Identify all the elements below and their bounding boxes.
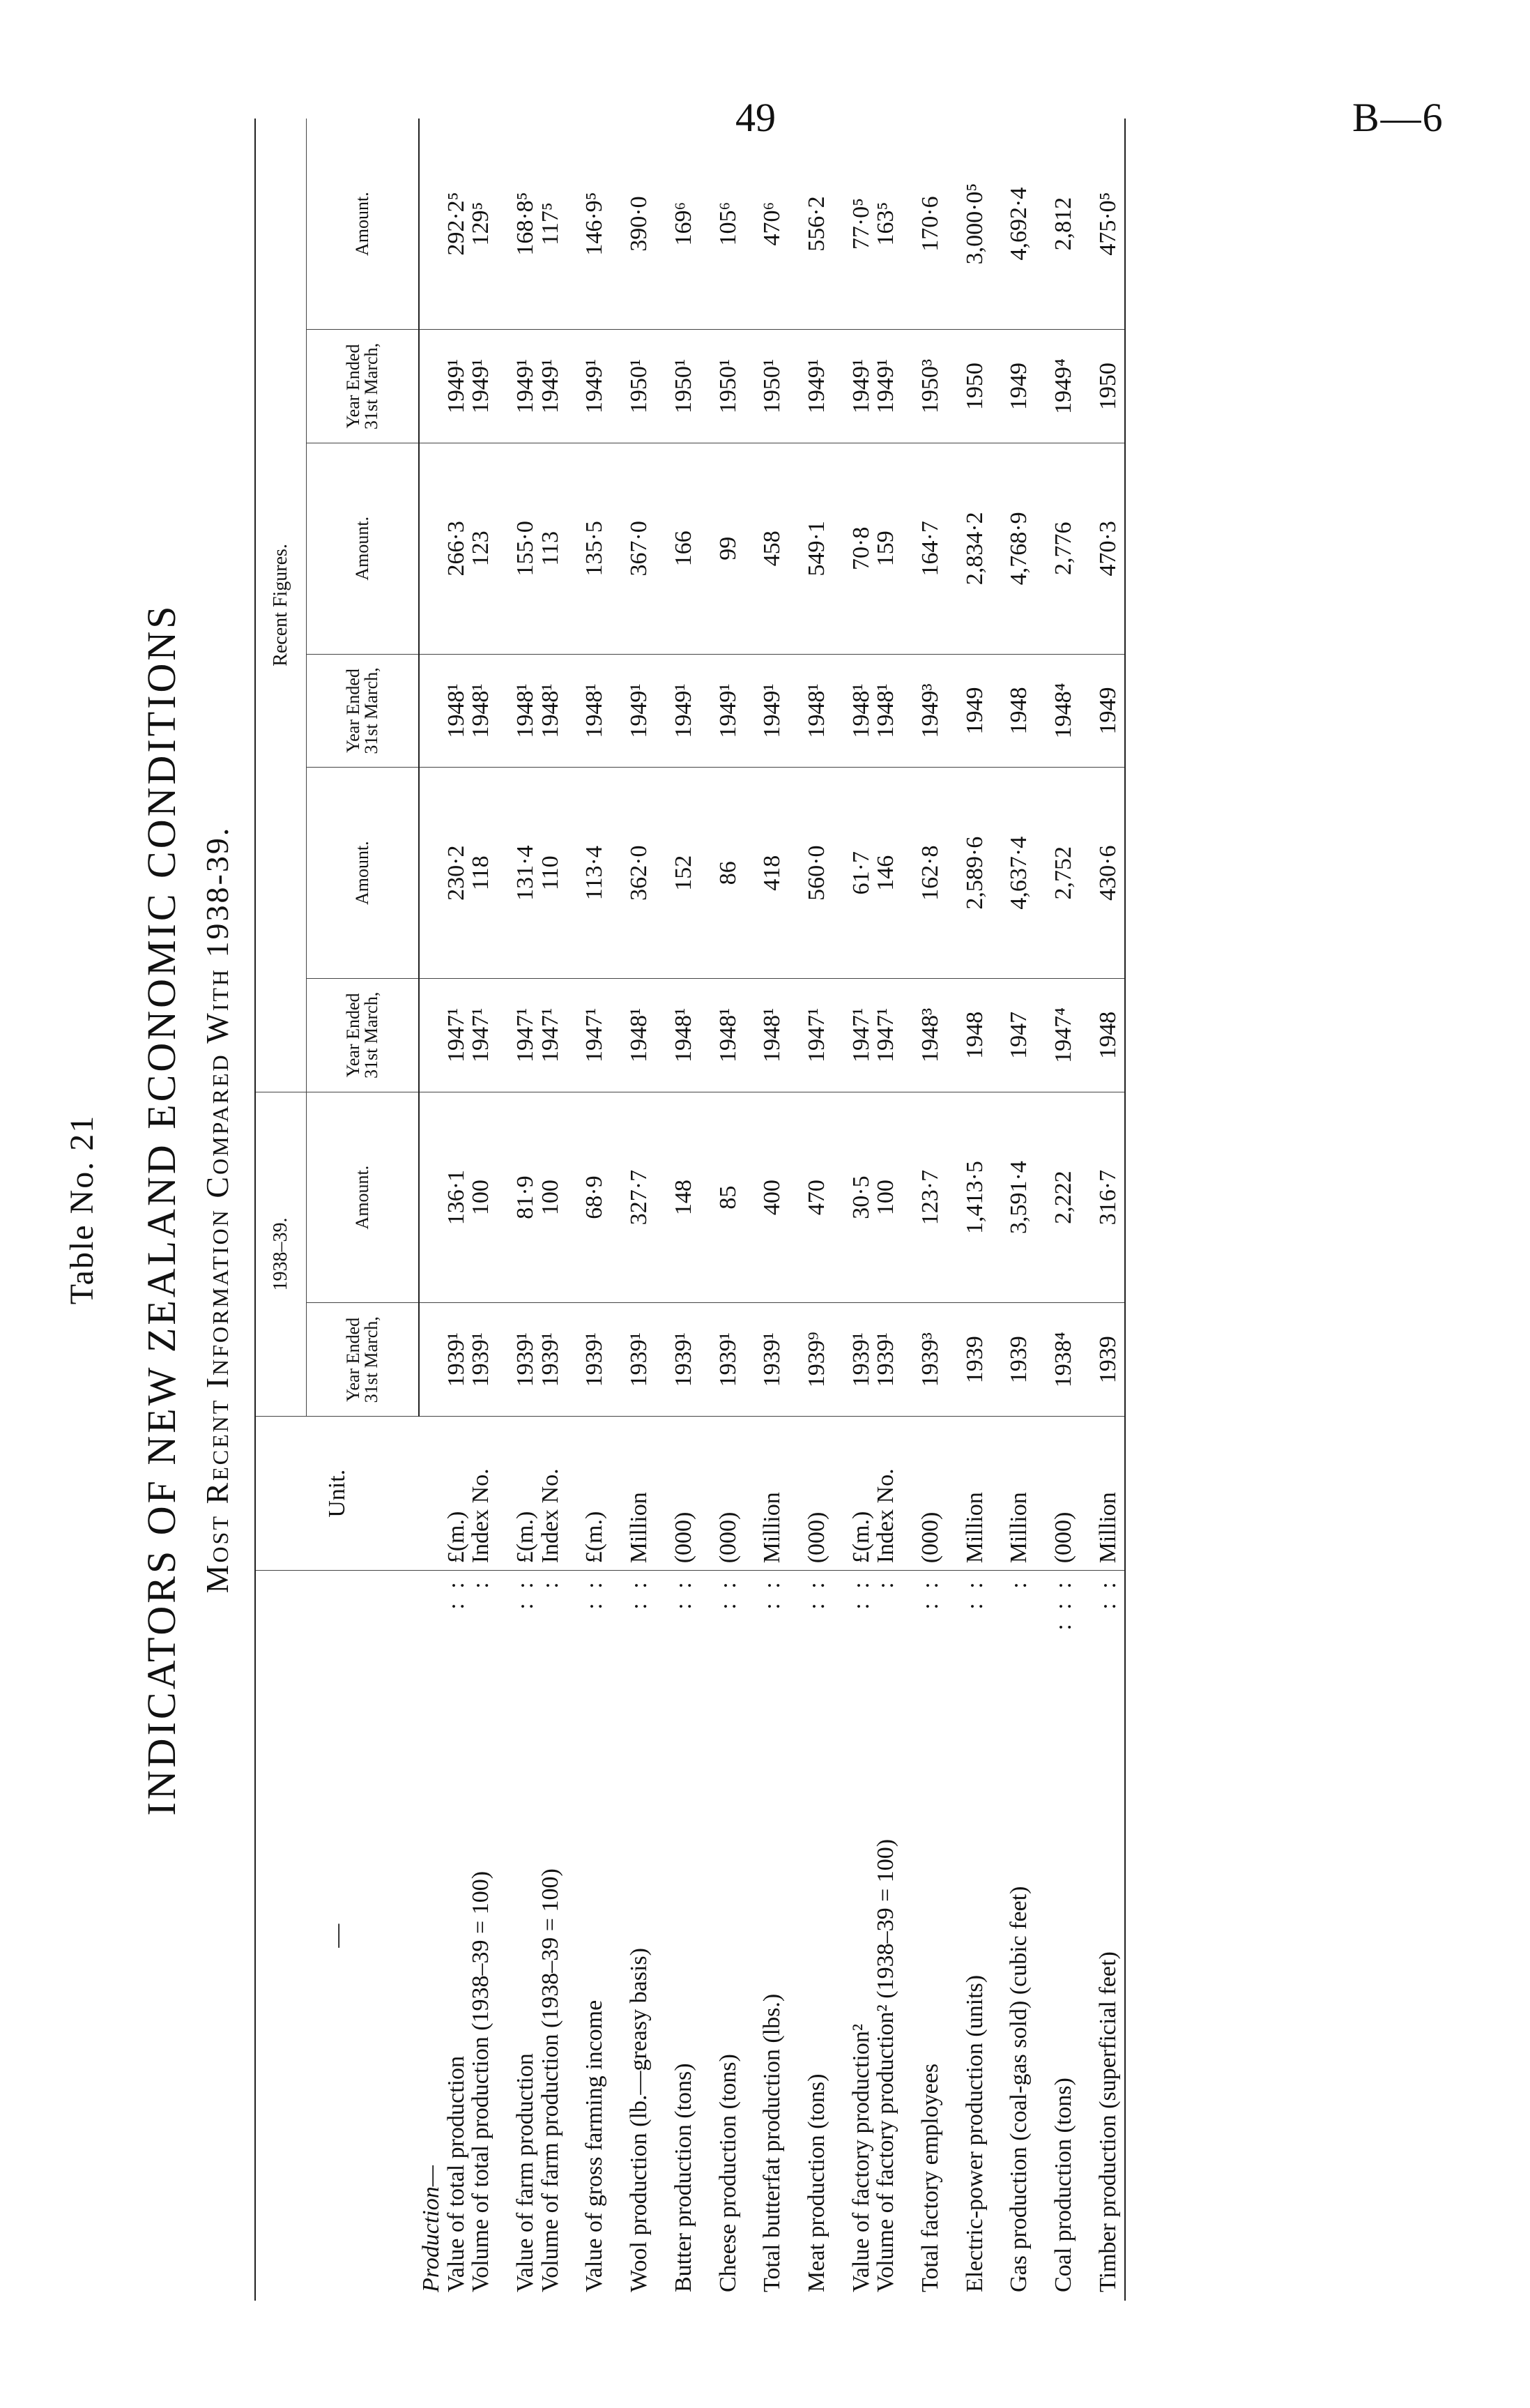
row-label: Wool production (lb.—greasy basis) [626,1948,652,2292]
row-year-recent-2: 1948¹ [873,654,898,768]
row-amount-recent-3: 3,000·0⁵ [943,119,988,330]
row-amount-1938: 3,591·4 [987,1092,1032,1303]
table-row [538,119,563,2301]
table-row [829,119,874,2301]
row-amount-recent-3: 168·8⁵ [494,119,538,330]
row-year-recent-2: 1948¹ [538,654,563,768]
row-amount-recent-2: 470·3 [1076,443,1126,655]
header-amount-3: Amount. [307,443,420,655]
row-label: Value of farm production [512,2053,539,2292]
row-amount-recent-2: 155·0 [494,443,538,655]
row-year-recent-2: 1948¹ [468,654,494,768]
row-year-recent-2: 1949¹ [607,654,652,768]
row-year-1938: 1938⁴ [1032,1303,1076,1417]
row-year-recent-1: 1947¹ [563,978,607,1092]
row-unit: Million [1076,1417,1126,1571]
row-amount-recent-2: 113 [538,443,563,655]
row-amount-recent-2: 2,776 [1032,443,1076,655]
row-label: Value of factory production² [848,2023,874,2292]
header-amount-4: Amount. [307,119,420,330]
row-year-recent-3: 1950¹ [652,330,696,443]
row-amount-recent-1: 131·4 [494,768,538,979]
row-amount-recent-2: 123 [468,443,494,655]
header-group-recent: Recent Figures. [255,119,307,1092]
row-year-recent-1: 1947¹ [444,978,469,1092]
row-amount-recent-1: 4,637·4 [987,768,1032,979]
row-amount-recent-3: 4,692·4 [987,119,1032,330]
table-row [494,119,538,2301]
row-amount-recent-3: 2,812 [1032,119,1076,330]
row-year-1938: 1939¹ [652,1303,696,1417]
row-amount-1938: 100 [468,1092,494,1303]
row-year-recent-3: 1949¹ [829,330,874,443]
row-label: Butter production (tons) [670,2063,696,2292]
row-year-1938: 1939¹ [696,1303,741,1417]
row-year-recent-1: 1947¹ [538,978,563,1092]
row-year-1938: 1939 [943,1303,988,1417]
row-year-1938: 1939¹ [444,1303,469,1417]
row-dots: : : : [1050,1578,1076,1631]
row-amount-recent-1: 560·0 [785,768,829,979]
table-title: INDICATORS OF NEW ZEALAND ECONOMIC CONDITIONS [139,603,184,1816]
row-unit: (000) [696,1417,741,1571]
row-dots: : : [626,1578,652,1610]
row-amount-recent-1: 113·4 [563,768,607,979]
row-year-recent-1: 1947¹ [494,978,538,1092]
row-amount-recent-2: 266·3 [444,443,469,655]
row-year-recent-2: 1948¹ [563,654,607,768]
table-row [563,119,607,2301]
row-unit: Million [987,1417,1032,1571]
row-dots: : [1006,1578,1032,1589]
section-row [419,119,444,2301]
row-year-1938: 1939¹ [538,1303,563,1417]
row-amount-1938: 2,222 [1032,1092,1076,1303]
row-dots: : : [714,1578,741,1610]
row-amount-recent-3: 475·0⁵ [1076,119,1126,330]
table-number: Table No. 21 [63,1114,100,1305]
row-label: Total butterfat production (lbs.) [759,1993,786,2292]
row-unit: Index No. [538,1417,563,1571]
table-subtitle: Most Recent Information Compared With 1938-39. [199,825,235,1594]
row-year-recent-2: 1948⁴ [1032,654,1076,768]
row-amount-recent-3: 129⁵ [468,119,494,330]
row-unit: £(m.) [494,1417,538,1571]
row-year-recent-1: 1947¹ [785,978,829,1092]
row-amount-1938: 327·7 [607,1092,652,1303]
row-amount-recent-2: 549·1 [785,443,829,655]
row-year-recent-1: 1947¹ [468,978,494,1092]
row-year-1938: 1939 [987,1303,1032,1417]
row-year-recent-2: 1949¹ [740,654,785,768]
header-amount-1: Amount. [307,1092,420,1303]
row-label: Volume of total production (1938–39 = 100) [468,1870,494,2292]
header-year-4: Year Ended 31st March, [307,330,420,443]
row-dots: : : [759,1578,786,1610]
row-amount-recent-2: 4,768·9 [987,443,1032,655]
row-amount-recent-1: 2,752 [1032,768,1076,979]
row-year-recent-3: 1950¹ [740,330,785,443]
row-amount-recent-1: 86 [696,768,741,979]
row-year-recent-1: 1947¹ [873,978,898,1092]
row-year-recent-2: 1948¹ [829,654,874,768]
row-amount-recent-3: 170·6 [898,119,943,330]
row-amount-recent-1: 162·8 [898,768,943,979]
row-amount-recent-3: 105⁶ [696,119,741,330]
row-amount-1938: 400 [740,1092,785,1303]
table-row [696,119,741,2301]
row-amount-recent-2: 70·8 [829,443,874,655]
row-year-recent-2: 1949¹ [696,654,741,768]
row-dots: : : [803,1578,829,1610]
row-label: Meat production (tons) [803,2073,829,2292]
row-unit: Index No. [468,1417,494,1571]
table-row [444,119,469,2301]
row-dots: : : [581,1578,608,1610]
row-amount-1938: 470 [785,1092,829,1303]
row-year-recent-3: 1950 [943,330,988,443]
row-year-recent-1: 1948 [1076,978,1126,1092]
row-amount-recent-3: 470⁶ [740,119,785,330]
row-label: Value of total production [443,2056,469,2292]
row-unit: Million [943,1417,988,1571]
row-year-recent-3: 1949¹ [468,330,494,443]
row-amount-recent-1: 362·0 [607,768,652,979]
row-year-1938: 1939⁹ [785,1303,829,1417]
row-amount-1938: 123·7 [898,1092,943,1303]
row-year-recent-1: 1947⁴ [1032,978,1076,1092]
row-label: Coal production (tons) [1050,2078,1076,2292]
row-amount-recent-3: 292·2⁵ [444,119,469,330]
row-year-recent-2: 1948¹ [785,654,829,768]
header-year-2: Year Ended 31st March, [307,978,420,1092]
row-amount-1938: 316·7 [1076,1092,1126,1303]
row-year-recent-1: 1948¹ [607,978,652,1092]
row-unit: Million [607,1417,652,1571]
row-label: Electric-power production (units) [961,1974,988,2292]
row-amount-recent-1: 146 [873,768,898,979]
row-amount-recent-2: 2,834·2 [943,443,988,655]
row-amount-1938: 100 [538,1092,563,1303]
row-label: Gas production (coal-gas sold) (cubic feet) [1006,1886,1032,2292]
row-year-recent-2: 1948¹ [494,654,538,768]
row-amount-recent-3: 169⁶ [652,119,696,330]
row-unit: £(m.) [829,1417,874,1571]
header-description: — [255,1571,419,2301]
row-amount-recent-2: 458 [740,443,785,655]
row-year-recent-1: 1947 [987,978,1032,1092]
row-unit: Million [740,1417,785,1571]
row-year-recent-2: 1949¹ [652,654,696,768]
row-year-recent-3: 1950¹ [607,330,652,443]
header-group-1938: 1938–39. [255,1092,307,1416]
row-unit: (000) [785,1417,829,1571]
header-amount-2: Amount. [307,768,420,979]
table-row [468,119,494,2301]
row-amount-recent-2: 367·0 [607,443,652,655]
row-amount-1938: 30·5 [829,1092,874,1303]
row-year-recent-2: 1949³ [898,654,943,768]
row-year-1938: 1939 [1076,1303,1126,1417]
row-amount-recent-1: 2,589·6 [943,768,988,979]
row-year-recent-1: 1947¹ [829,978,874,1092]
row-amount-1938: 100 [873,1092,898,1303]
row-year-recent-1: 1948¹ [740,978,785,1092]
row-year-1938: 1939³ [898,1303,943,1417]
row-year-1938: 1939¹ [740,1303,785,1417]
row-year-recent-1: 1948¹ [696,978,741,1092]
row-amount-1938: 68·9 [563,1092,607,1303]
row-amount-1938: 85 [696,1092,741,1303]
row-label: Value of gross farming income [581,1999,608,2292]
row-amount-recent-2: 159 [873,443,898,655]
table-row [652,119,696,2301]
row-year-recent-2: 1949 [1076,654,1126,768]
document-reference: B—6 [1352,95,1444,140]
row-year-recent-3: 1950 [1076,330,1126,443]
row-year-1938: 1939¹ [873,1303,898,1417]
row-year-recent-1: 1948³ [898,978,943,1092]
table-body [419,119,1125,2301]
row-amount-recent-1: 110 [538,768,563,979]
row-unit: (000) [898,1417,943,1571]
rotated-table-area [49,112,1471,2308]
table-row [873,119,898,2301]
row-dots: : : [961,1578,988,1610]
table-row [987,119,1032,2301]
row-amount-1938: 148 [652,1092,696,1303]
row-year-recent-3: 1949 [987,330,1032,443]
row-year-1938: 1939¹ [607,1303,652,1417]
table-row [1076,119,1126,2301]
row-amount-recent-1: 152 [652,768,696,979]
row-amount-recent-3: 556·2 [785,119,829,330]
row-amount-1938: 1,413·5 [943,1092,988,1303]
row-year-recent-1: 1948 [943,978,988,1092]
row-year-recent-3: 1950³ [898,330,943,443]
header-year-3: Year Ended 31st March, [307,654,420,768]
row-year-recent-1: 1948¹ [652,978,696,1092]
row-year-recent-3: 1949¹ [873,330,898,443]
row-label: Volume of factory production² (1938–39 = 100) [873,1838,899,2292]
section-label: Production— [418,2165,444,2292]
row-year-recent-3: 1949⁴ [1032,330,1076,443]
row-unit: £(m.) [563,1417,607,1571]
row-amount-recent-2: 99 [696,443,741,655]
row-amount-recent-3: 163⁵ [873,119,898,330]
row-year-recent-3: 1949¹ [563,330,607,443]
row-year-recent-2: 1948 [987,654,1032,768]
table-row [898,119,943,2301]
row-dots: : [537,1578,563,1589]
row-amount-1938: 136·1 [444,1092,469,1303]
row-label: Total factory employees [917,2063,943,2292]
row-year-1938: 1939¹ [829,1303,874,1417]
row-amount-recent-1: 430·6 [1076,768,1126,979]
row-dots: : : [1076,1571,1126,1668]
row-year-recent-3: 1949¹ [785,330,829,443]
row-label: Cheese production (tons) [714,2054,741,2292]
row-year-recent-3: 1950¹ [696,330,741,443]
row-label: Volume of farm production (1938–39 = 100) [537,1868,563,2292]
row-dots: : [468,1578,494,1589]
row-amount-recent-2: 164·7 [898,443,943,655]
row-year-1938: 1939¹ [468,1303,494,1417]
table-row [785,119,829,2301]
row-amount-recent-1: 230·2 [444,768,469,979]
row-unit: (000) [652,1417,696,1571]
table-row [607,119,652,2301]
row-amount-recent-1: 118 [468,768,494,979]
row-dots: : : [670,1578,696,1610]
row-label: Timber production (superficial feet) [1076,1668,1126,2301]
row-amount-recent-3: 146·9⁵ [563,119,607,330]
row-amount-recent-3: 117⁵ [538,119,563,330]
row-unit: Index No. [873,1417,898,1571]
row-dots: : : [848,1578,874,1610]
row-year-1938: 1939¹ [563,1303,607,1417]
row-amount-recent-3: 77·0⁵ [829,119,874,330]
row-year-recent-2: 1948¹ [444,654,469,768]
row-amount-recent-2: 166 [652,443,696,655]
row-dots: : [873,1578,899,1589]
header-year-1: Year Ended 31st March, [307,1303,420,1417]
row-dots: : : [917,1578,943,1610]
row-year-1938: 1939¹ [494,1303,538,1417]
row-year-recent-3: 1949¹ [444,330,469,443]
row-dots: : : [443,1578,469,1610]
row-year-recent-3: 1949¹ [494,330,538,443]
row-amount-recent-2: 135·5 [563,443,607,655]
row-unit: £(m.) [444,1417,469,1571]
row-amount-recent-3: 390·0 [607,119,652,330]
row-year-recent-2: 1949 [943,654,988,768]
table-row [1032,119,1076,2301]
indicators-table [254,119,1126,2301]
row-unit: (000) [1032,1417,1076,1571]
table-row [740,119,785,2301]
row-dots: : : [512,1578,539,1610]
table-row [943,119,988,2301]
header-unit: Unit. [255,1417,419,1571]
page-number: 49 [735,95,776,140]
header-row-groups [255,119,307,2301]
row-year-recent-3: 1949¹ [538,330,563,443]
row-amount-1938: 81·9 [494,1092,538,1303]
row-amount-recent-1: 418 [740,768,785,979]
row-amount-recent-1: 61·7 [829,768,874,979]
